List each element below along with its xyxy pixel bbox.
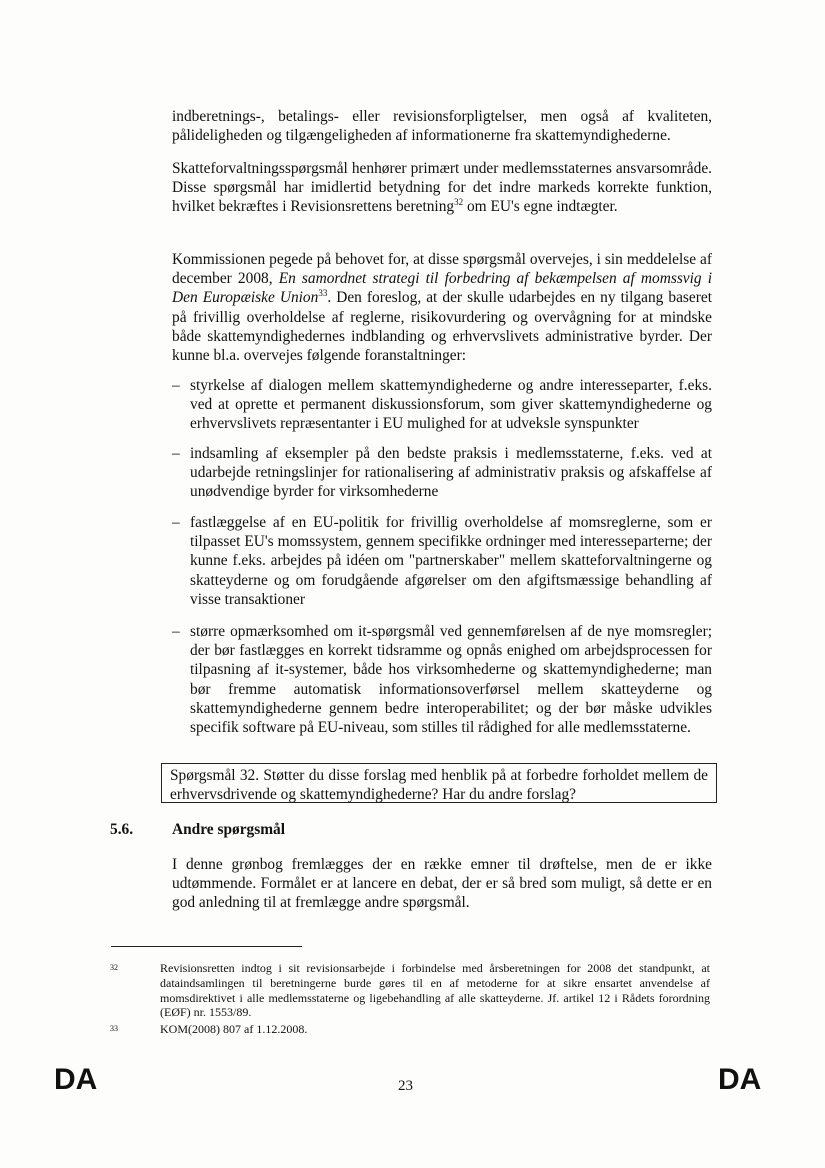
question-box: Spørgsmål 32. Støtter du disse forslag med henblik på at forbedre forholdet mellem de erhvervsdrivende og skattemyndighederne? Har du andre forslag? <box>161 763 717 803</box>
bullet-text: større opmærksomhed om it-spørgsmål ved gennemførelsen af de nye momsregler; der bør fastlægges en korrekt tidsramme og opnås enighed om arbejdsprocessen for tilpasning af it-systemer, både hos virksomhederne og skattemyndighederne; man bør fremme automatisk informationsoverførsel mellem skatteyderne og skattemyndighederne gennem bedre interoperabilitet; og der bør måske udvikles specifik software på EU-niveau, som stilles til rådighed for alle medlemsstaterne. <box>190 623 712 737</box>
bullet-text: fastlæggelse af en EU-politik for frivillig overholdelse af momsreglerne, som er tilpasset EU's momssystem, gennem specifikke ordninger med interesseparterne; der kunne f.eks. arbejdes på idéen om "partnerskaber" mellem skatteforvaltningerne og skatteyderne og om forudgående afgørelser om den afgiftsmæssige behandling af visse transaktioner <box>190 514 712 608</box>
footnote-number: 33 <box>110 1024 118 1033</box>
paragraph-tax-administration: Skatteforvaltningsspørgsmål henhører primært under medlemsstaternes ansvarsområde. Disse spørgsmål har imidlertid betydning for det indre markeds korrekte funktion, hvilket bekræftes i Revisionsrettens beretning$^{32}$ om EU's egne indtægter. <box>172 160 712 216</box>
section-number: 5.6. <box>110 821 134 838</box>
section-title: Andre spørgsmål <box>172 821 286 838</box>
footnote-ref-32[interactable]: 32 <box>454 197 464 208</box>
language-code-left: DA <box>54 1063 98 1096</box>
footnote-text: KOM(2008) 807 af 1.12.2008. <box>160 1022 308 1036</box>
bullet-text: indsamling af eksempler på den bedste praksis i medlemsstaterne, f.eks. ved at udarbejde retningslinjer for rationalisering af administrativ praksis og afskaffelse af unødvendige byrder for virksomhederne <box>190 445 712 501</box>
bullet-dash: – <box>172 514 180 531</box>
language-code-right: DA <box>718 1063 762 1096</box>
footnote-ref-33[interactable]: 33 <box>318 288 328 299</box>
footnote-text: Revisionsretten indtog i sit revisionsarbejde i forbindelse med årsberetningen for 2008 det standpunkt, at dataindsamlingen til beretningerne burde gøres til en af metoderne for at sikre ensartet anvendelse af momsdirektivet i alle medlemsstaterne og ligebehandling af alle skatteyderne. Jf. artikel 12 i Rådets forordning (EØF) nr. 1553/89. <box>160 961 710 1020</box>
bullet-dash: – <box>172 377 180 394</box>
paragraph-commission: Kommissionen pegede på behovet for, at disse spørgsmål overvejes, i sin meddelelse af december 2008, En samordnet strategi til forbedring af bekæmpelsen af momssvig i Den Europæiske Union$^{33}$. Den foreslog, at der skulle udarbejdes en ny tilgang baseret på frivillig overholdelse af reglerne, risikovurdering og overvågning for at mindske både skattemyndighedernes indblanding og erhvervslivets administrative byrder. Der kunne bl.a. overvejes følgende foranstaltninger: <box>172 251 713 365</box>
paragraph-intro: indberetnings-, betalings- eller revisionsforpligtelser, men også af kvaliteten, pålideligheden og tilgængeligheden af informationerne fra skattemyndighederne. <box>172 108 712 145</box>
bullet-dash: – <box>172 445 180 462</box>
footnote-separator <box>111 946 302 947</box>
bullet-text: styrkelse af dialogen mellem skattemyndighederne og andre interesseparter, f.eks. ved at oprette et permanent diskussionsforum, som giver skattemyndighederne og erhvervslivets repræsentanter i EU mulighed for at udveksle synspunkter <box>190 377 712 433</box>
communication-title: En samordnet strategi til forbedring af bekæmpelsen af momssvig i Den Europæiske Union <box>172 270 713 307</box>
page-number: 23 <box>398 1078 413 1094</box>
bullet-dash: – <box>172 623 180 640</box>
footnote-number: 32 <box>110 963 118 972</box>
paragraph-other-questions: I denne grønbog fremlægges der en række emner til drøftelse, men de er ikke udtømmende. Formålet er at lancere en debat, der er så bred som muligt, så dette er en god anledning til at fremlægge andre spørgsmål. <box>172 856 712 912</box>
